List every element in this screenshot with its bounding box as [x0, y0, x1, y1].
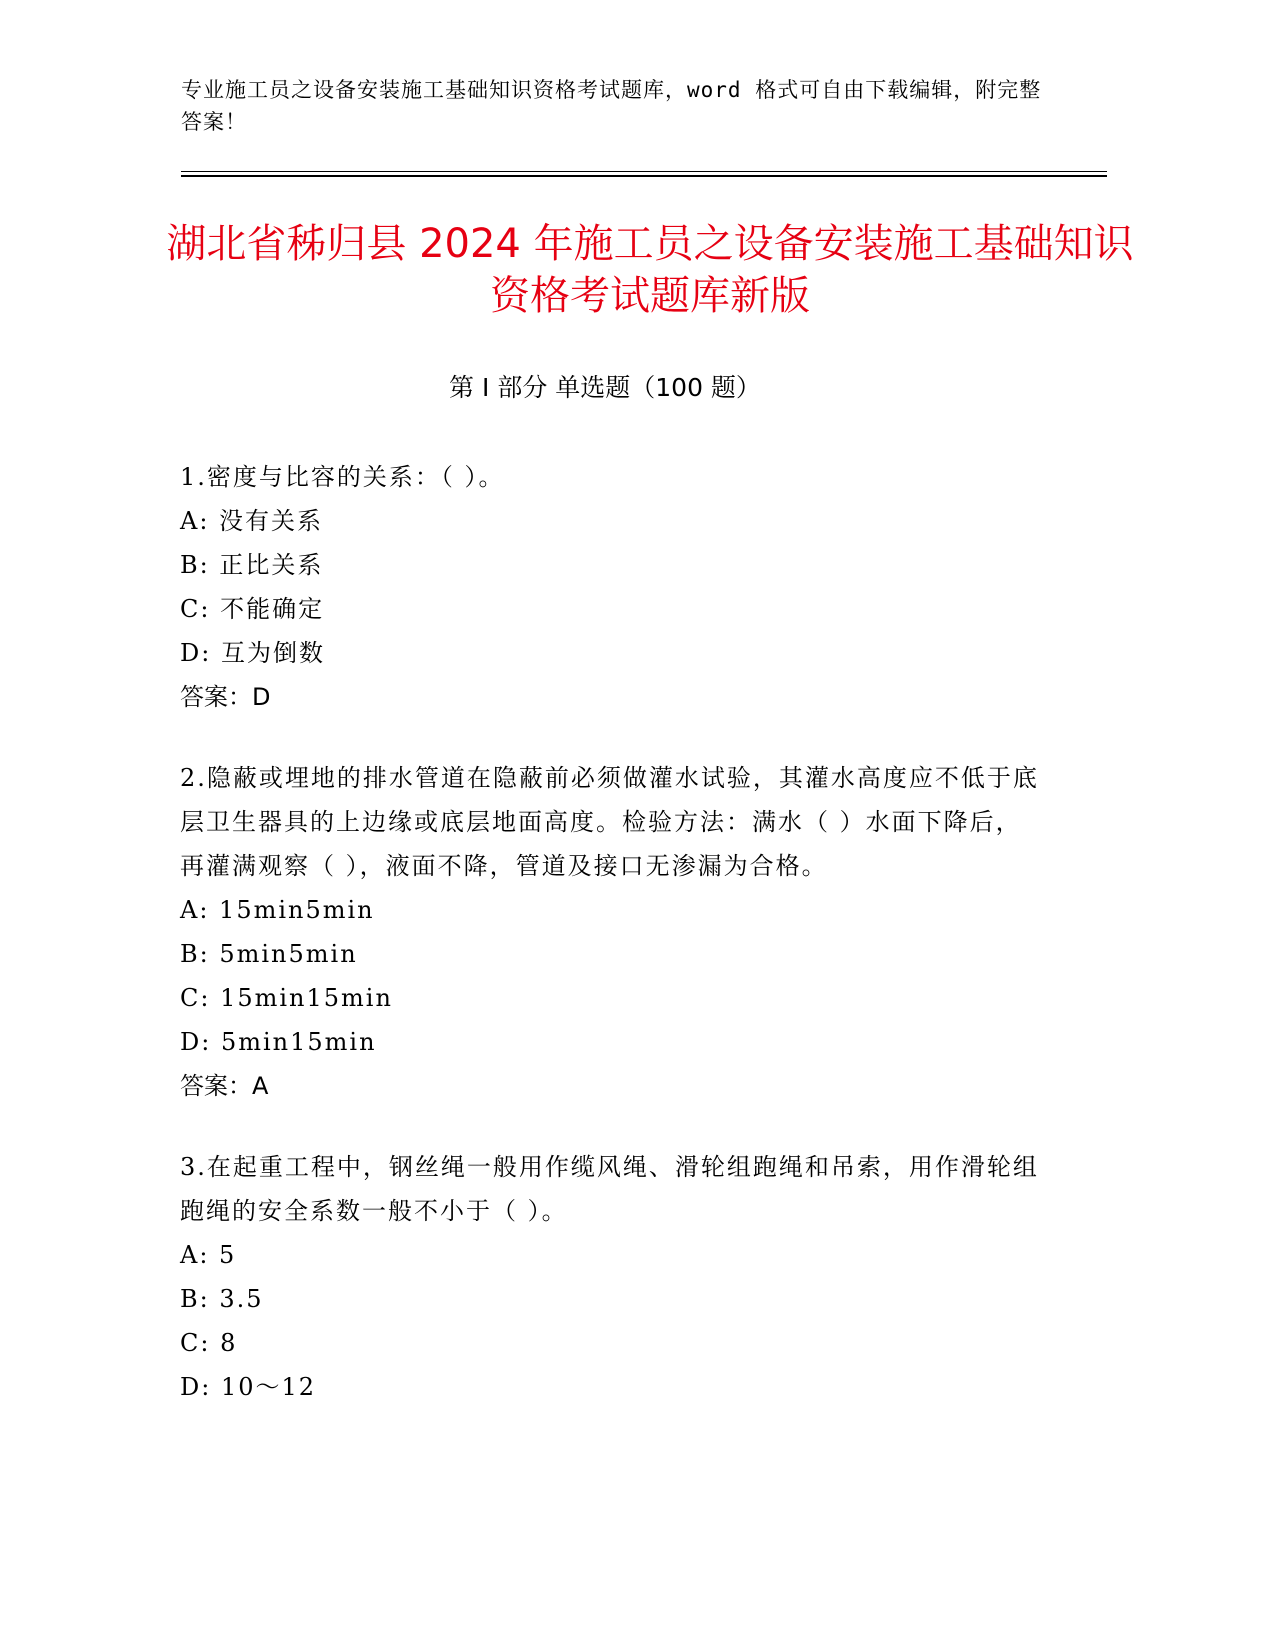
option-a: A: 没有关系 — [180, 507, 324, 535]
option-b: B: 正比关系 — [180, 551, 324, 579]
option-d: D: 5min15min — [180, 1028, 377, 1056]
question-1 — [180, 455, 1040, 719]
question-stem: 2.隐蔽或埋地的排水管道在隐蔽前必须做灌水试验，其灌水高度应不低于底层卫生器具的上边缘或底层地面高度。检验方法：满水（ ）水面下降后，再灌满观察（ ），液面不降，管道及接口无渗漏为合格。 — [180, 764, 1039, 880]
question-3 — [180, 1145, 1040, 1409]
answer-line — [180, 1064, 1040, 1108]
question-list — [180, 455, 1040, 1446]
question-stem: 1.密度与比容的关系：（ ）。 — [180, 463, 505, 491]
option-d: D: 互为倒数 — [180, 639, 325, 667]
header-divider-thick — [181, 175, 1107, 177]
header-note: 专业施工员之设备安装施工基础知识资格考试题库，word 格式可自由下载编辑，附完整答案！ — [181, 78, 1042, 134]
document-title: 湖北省秭归县 2024 年施工员之设备安装施工基础知识资格考试题库新版 — [166, 221, 1134, 319]
option-d: D: 10～12 — [180, 1373, 317, 1401]
answer-line — [180, 675, 1040, 719]
section-heading: 第 I 部分 单选题（100 题） — [449, 373, 761, 402]
question-2 — [180, 756, 1040, 1108]
header-divider-thin — [181, 171, 1107, 172]
answer-label: 答案： — [180, 683, 252, 711]
answer-value: D — [252, 683, 271, 711]
option-b: B: 3.5 — [180, 1285, 264, 1313]
question-stem: 3.在起重工程中，钢丝绳一般用作缆风绳、滑轮组跑绳和吊索，用作滑轮组跑绳的安全系数一般不小于（ ）。 — [180, 1153, 1039, 1225]
option-b: B: 5min5min — [180, 940, 358, 968]
option-c: C: 不能确定 — [180, 595, 325, 623]
option-c: C: 8 — [180, 1329, 238, 1357]
option-a: A: 15min5min — [180, 896, 375, 924]
answer-value: A — [252, 1072, 269, 1100]
answer-label: 答案： — [180, 1072, 252, 1100]
option-c: C: 15min15min — [180, 984, 393, 1012]
option-a: A: 5 — [180, 1241, 237, 1269]
